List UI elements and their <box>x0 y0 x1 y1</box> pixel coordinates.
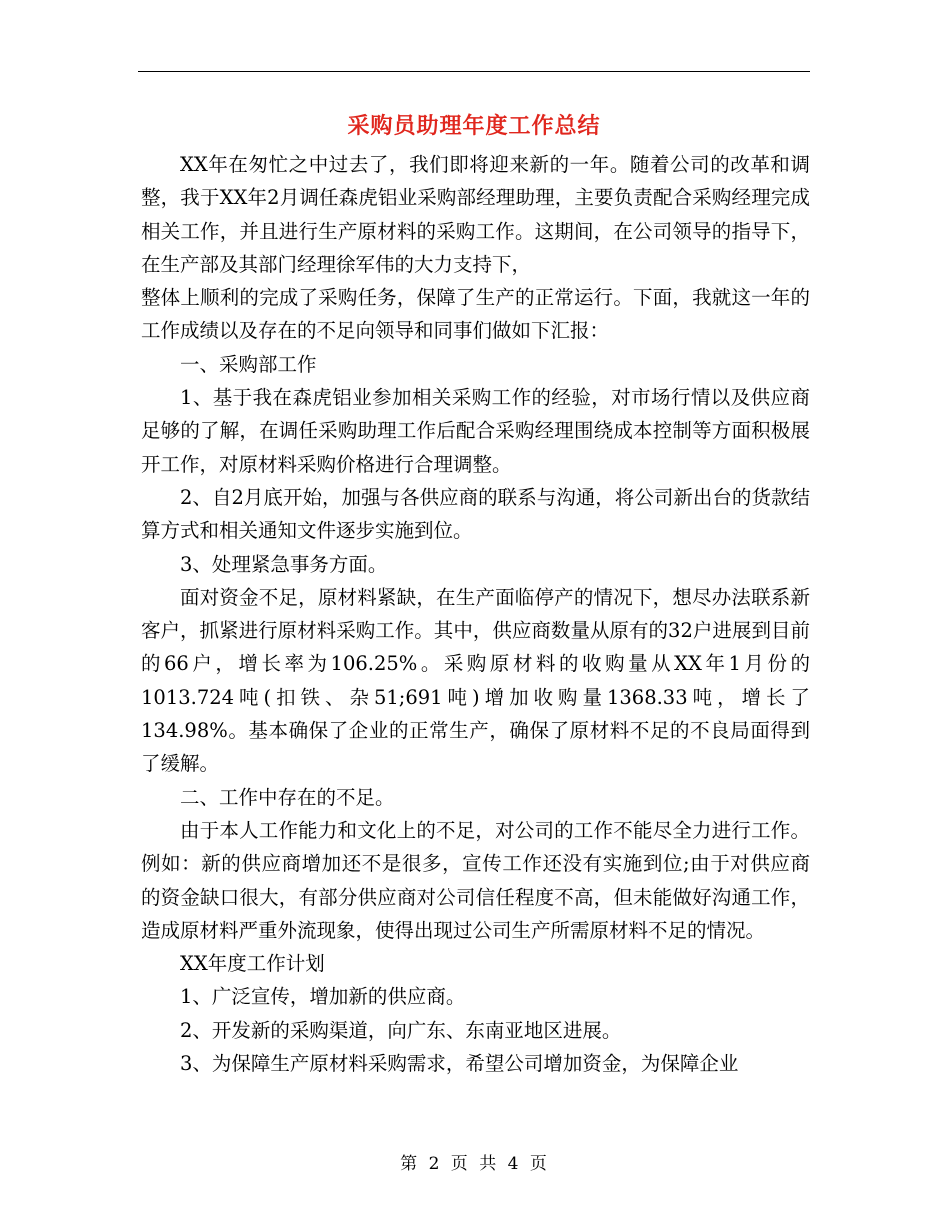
paragraph: 1、基于我在森虎铝业参加相关采购工作的经验，对市场行情以及供应商足够的了解，在调任采购助理工作后配合采购经理围绕成本控制等方面积极展开工作，对原材料采购价格进行合理调整。 <box>141 386 810 476</box>
paragraph: 3、为保障生产原材料采购需求，希望公司增加资金，为保障企业 <box>180 1052 739 1076</box>
document-title: 采购员助理年度工作总结 <box>347 113 601 139</box>
paragraph: 面对资金不足，原材料紧缺，在生产面临停产的情况下，想尽办法联系新客户，抓紧进行原材料采购工作。其中，供应商数量从原有的32户进展到目前的66户，增长率为106.25%。采购原材料的收购量从XX年1月份的1013.724吨(扣铁、杂51;691吨)增加收购量1368.33吨，增长了134.98%。基本确保了企业的正常生产，确保了原材料不足的不良局面得到了缓解。 <box>141 585 810 776</box>
paragraph: 2、开发新的采购渠道，向广东、东南亚地区进展。 <box>180 1018 622 1042</box>
page-number-footer: 第 2 页 共 4 页 <box>400 1154 550 1174</box>
paragraph: 3、处理紧急事务方面。 <box>180 552 388 576</box>
paragraph: 一、采购部工作 <box>180 352 317 376</box>
paragraph: 2、自2月底开始，加强与各供应商的联系与沟通，将公司新出台的货款结算方式和相关通知文件逐步实施到位。 <box>141 485 810 543</box>
header-rule <box>138 71 810 72</box>
paragraph: 二、工作中存在的不足。 <box>180 785 395 809</box>
paragraph: XX年在匆忙之中过去了，我们即将迎来新的一年。随着公司的改革和调整，我于XX年2月调任森虎铝业采购部经理助理，主要负责配合采购经理完成相关工作，并且进行生产原材料的采购工作。这期间，在公司领导的指导下，在生产部及其部门经理徐军伟的大力支持下， <box>141 153 810 276</box>
document-body <box>141 148 810 1080</box>
paragraph: 1、广泛宣传，增加新的供应商。 <box>180 985 466 1009</box>
paragraph: 由于本人工作能力和文化上的不足，对公司的工作不能尽全力进行工作。例如：新的供应商增加还不是很多，宣传工作还没有实施到位;由于对供应商的资金缺口很大，有部分供应商对公司信任程度不高，但未能做好沟通工作，造成原材料严重外流现象，使得出现过公司生产所需原材料不足的情况。 <box>141 818 810 942</box>
paragraph: XX年度工作计划 <box>180 952 325 976</box>
paragraph: 整体上顺利的完成了采购任务，保障了生产的正常运行。下面，我就这一年的工作成绩以及存在的不足向领导和同事们做如下汇报： <box>141 286 810 343</box>
